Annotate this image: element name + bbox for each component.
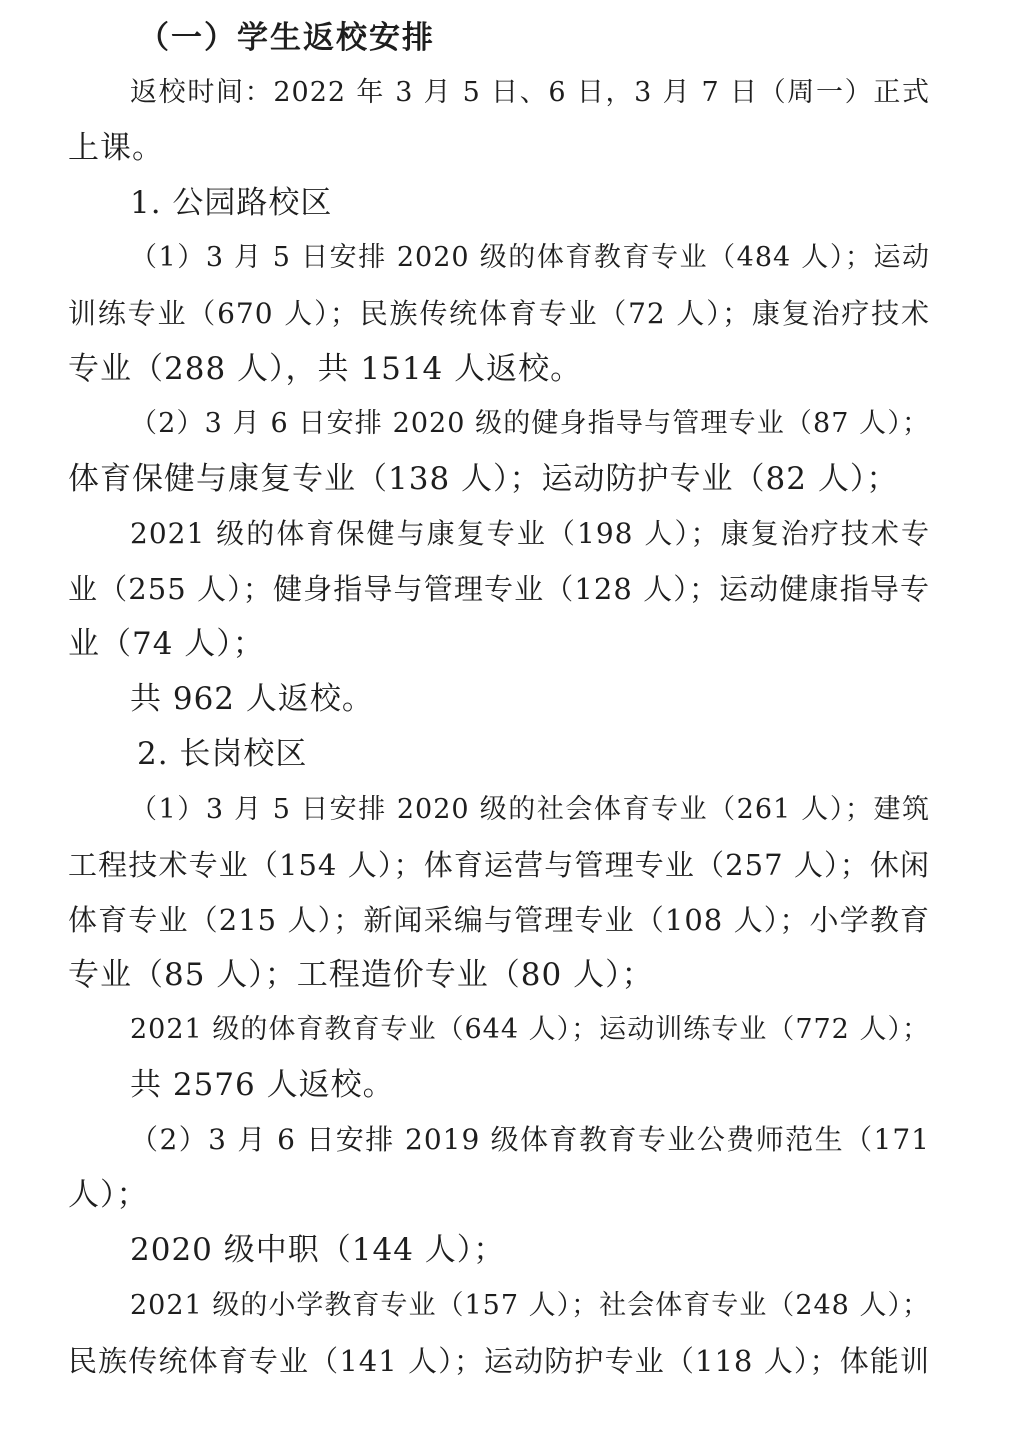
- paragraph-line: 共 962 人返校。: [130, 681, 374, 717]
- paragraph-line: 民族传统体育专业（141 人）；运动防护专业（118 人）；体能训: [68, 1344, 930, 1378]
- paragraph-line: 返校时间：2022 年 3 月 5 日、6 日，3 月 7 日（周一）正式: [130, 77, 930, 108]
- paragraph-line: 共 2576 人返校。: [130, 1067, 395, 1103]
- paragraph-line: 体育保健与康复专业（138 人）；运动防护专业（82 人）；: [68, 461, 899, 497]
- subsection-heading: 1. 公园路校区: [130, 185, 333, 221]
- paragraph-line: 训练专业（670 人）；民族传统体育专业（72 人）；康复治疗技术: [68, 297, 930, 330]
- paragraph-line: 2021 级的小学教育专业（157 人）；社会体育专业（248 人）；: [130, 1290, 930, 1321]
- paragraph-line: 2021 级的体育教育专业（644 人）；运动训练专业（772 人）；: [130, 1014, 930, 1045]
- section-heading: （一）学生返校安排: [138, 20, 435, 56]
- paragraph-line: 专业（288 人），共 1514 人返校。: [68, 351, 583, 387]
- paragraph-line: 上课。: [68, 130, 164, 166]
- paragraph-line: 2021 级的体育保健与康复专业（198 人）；康复治疗技术专: [130, 517, 930, 550]
- paragraph-line: 业（74 人）；: [68, 626, 265, 662]
- subsection-heading: 2. 长岗校区: [137, 736, 308, 772]
- paragraph-line: 专业（85 人）；工程造价专业（80 人）；: [68, 957, 654, 993]
- paragraph-line: （2）3 月 6 日安排 2020 级的健身指导与管理专业（87 人）；: [130, 408, 930, 439]
- paragraph-line: 业（255 人）；健身指导与管理专业（128 人）；运动健康指导专: [68, 572, 930, 606]
- paragraph-line: 2020 级中职（144 人）；: [130, 1232, 506, 1268]
- paragraph-line: （2）3 月 6 日安排 2019 级体育教育专业公费师范生（171: [130, 1123, 930, 1156]
- paragraph-line: 体育专业（215 人）；新闻采编与管理专业（108 人）；小学教育: [68, 903, 930, 937]
- paragraph-line: 人）；: [68, 1177, 149, 1213]
- paragraph-line: （1）3 月 5 日安排 2020 级的体育教育专业（484 人）；运动: [130, 242, 930, 273]
- paragraph-line: 工程技术专业（154 人）；体育运营与管理专业（257 人）；休闲: [68, 848, 930, 882]
- paragraph-line: （1）3 月 5 日安排 2020 级的社会体育专业（261 人）；建筑: [130, 794, 930, 825]
